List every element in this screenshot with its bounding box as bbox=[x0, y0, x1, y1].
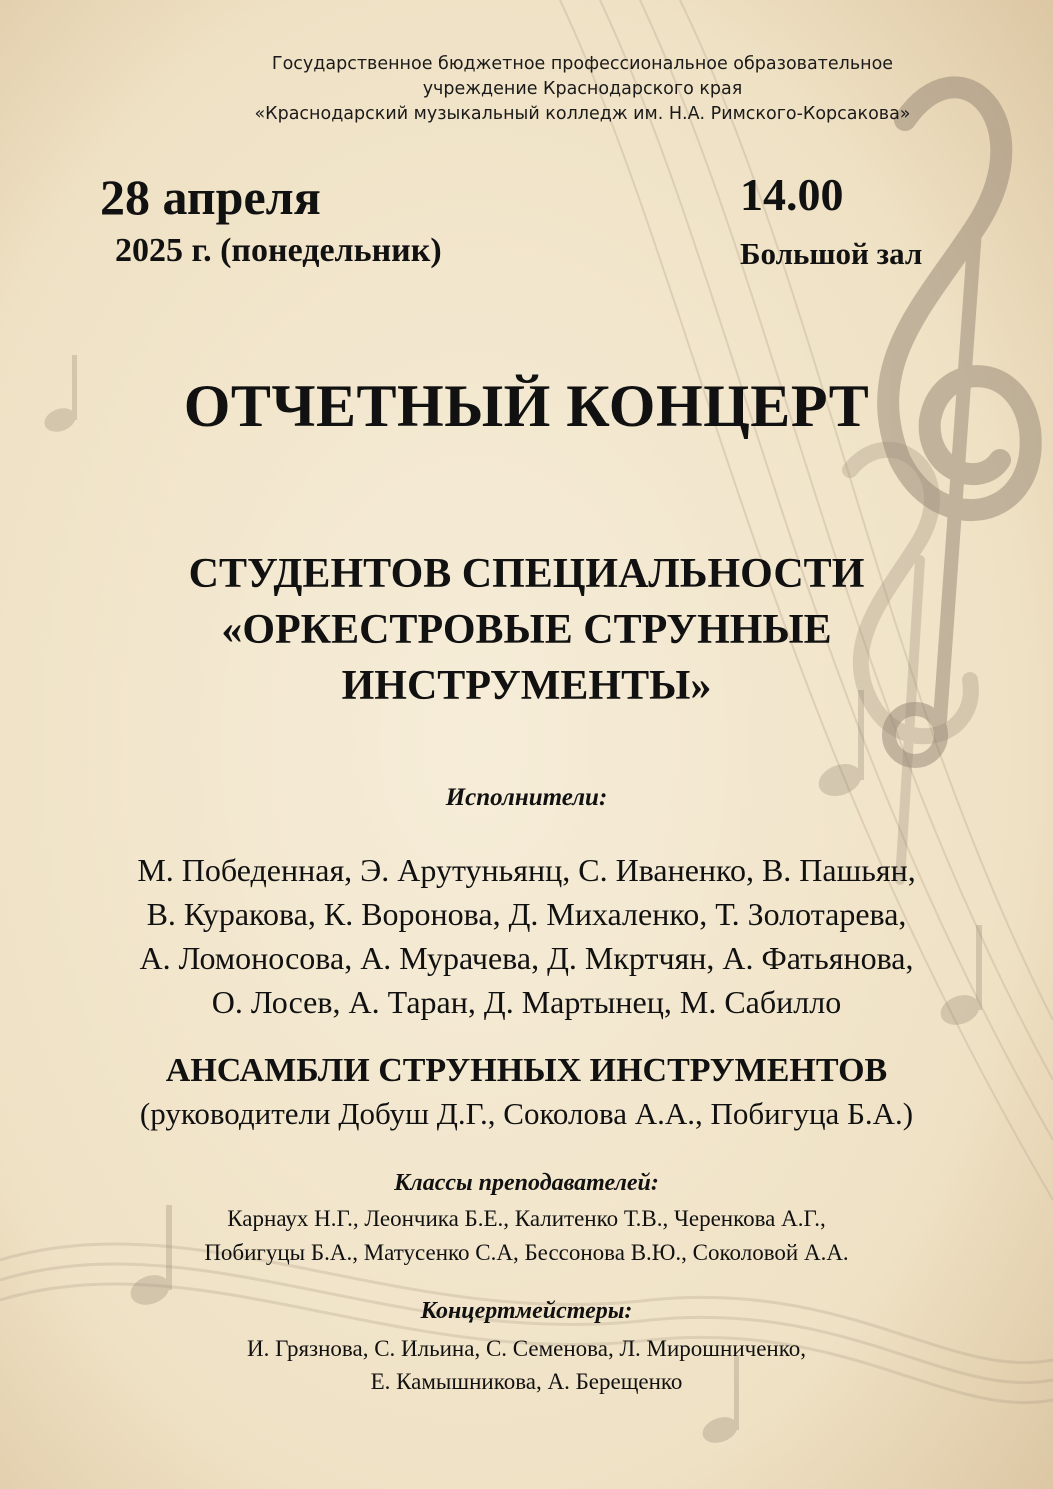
subtitle-line: ИНСТРУМЕНТЫ» bbox=[341, 663, 712, 709]
performers-label: Исполнители: bbox=[445, 784, 608, 811]
performers-list bbox=[0, 848, 1053, 1024]
ensembles-leaders: (руководители Добуш Д.Г., Соколова А.А., Побигуца Б.А.) bbox=[139, 1096, 914, 1131]
organization-header bbox=[200, 52, 965, 127]
event-time: 14.00 bbox=[740, 169, 844, 220]
accompanists-label: Концертмейстеры: bbox=[420, 1298, 633, 1324]
accompanists-line: Е. Камышникова, А. Берещенко bbox=[370, 1369, 683, 1394]
classes-label: Классы преподавателей: bbox=[394, 1170, 659, 1196]
performers-line: О. Лосев, А. Таран, Д. Мартынец, М. Сабилло bbox=[211, 984, 842, 1020]
classes-line: Побигуцы Б.А., Матусенко С.А, Бессонова В.Ю., Соколовой А.А. bbox=[204, 1240, 849, 1265]
performers-line: М. Победенная, Э. Арутуньянц, С. Иваненко, В. Пашьян, bbox=[137, 852, 916, 888]
event-year-weekday: 2025 г. (понедельник) bbox=[115, 232, 442, 269]
classes-list bbox=[0, 1202, 1053, 1270]
org-line: «Краснодарский музыкальный колледж им. Н.А. Римского-Корсакова» bbox=[254, 104, 911, 124]
concert-subtitle bbox=[0, 546, 1053, 714]
org-line: Государственное бюджетное профессиональное образовательное bbox=[271, 54, 894, 74]
subtitle-line: СТУДЕНТОВ СПЕЦИАЛЬНОСТИ bbox=[188, 551, 865, 597]
accompanists-list bbox=[0, 1332, 1053, 1398]
org-line: учреждение Краснодарского края bbox=[422, 79, 743, 99]
ensembles-title: АНСАМБЛИ СТРУННЫХ ИНСТРУМЕНТОВ bbox=[165, 1052, 888, 1089]
performers-line: А. Ломоносова, А. Мурачева, Д. Мкртчян, А. Фатьянова, bbox=[139, 940, 914, 976]
classes-line: Карнаух Н.Г., Леончика Б.Е., Калитенко Т.В., Черенкова А.Г., bbox=[227, 1206, 826, 1231]
event-hall: Большой зал bbox=[740, 236, 923, 271]
event-date: 28 апреля bbox=[100, 169, 321, 225]
performers-line: В. Куракова, К. Воронова, Д. Михаленко, Т. Золотарева, bbox=[146, 896, 907, 932]
accompanists-line: И. Грязнова, С. Ильина, С. Семенова, Л. Мирошниченко, bbox=[247, 1336, 806, 1361]
concert-title: ОТЧЕТНЫЙ КОНЦЕРТ bbox=[183, 373, 870, 439]
subtitle-line: «ОРКЕСТРОВЫЕ СТРУННЫЕ bbox=[221, 607, 832, 653]
